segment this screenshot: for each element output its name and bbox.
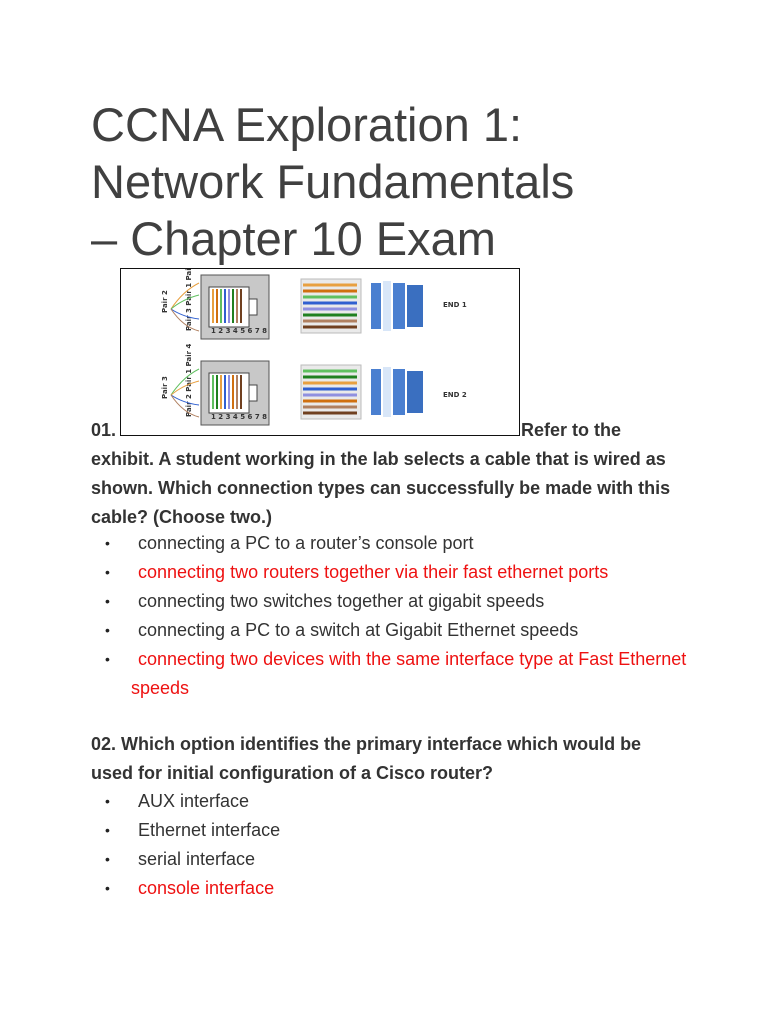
list-item-correct — [91, 558, 691, 587]
bullet-icon: • — [105, 793, 110, 809]
question-1-text: exhibit. A student working in the lab selects a cable that is wired as shown. Which connection types can successfully be made with this cable? (Choose two.) — [91, 449, 671, 527]
bullet-icon: • — [105, 651, 110, 667]
question-2: 02. Which option identifies the primary interface which would be used for initial configuration of a Cisco router? — [91, 734, 642, 783]
bullet-icon: • — [105, 822, 110, 838]
bullet-icon: • — [105, 851, 110, 867]
jack2-pair-labels: Pair 2 Pair 1 Pair 4 — [185, 343, 193, 417]
option-text: connecting two switches together at gigabit speeds — [138, 591, 545, 611]
list-item-correct — [91, 645, 691, 703]
question-2-options — [91, 787, 691, 903]
option-text: connecting two routers together via their fast ethernet ports — [138, 562, 609, 582]
question-1-number: 01. — [91, 420, 117, 440]
bullet-icon: • — [105, 535, 110, 551]
list-item — [91, 616, 691, 645]
option-text: serial interface — [138, 849, 256, 869]
list-item — [91, 787, 691, 816]
end2-label: END 2 — [443, 391, 467, 399]
jack2-pair3-label: Pair 3 — [161, 376, 169, 399]
jack1-pin-numbers: 1 2 3 4 5 6 7 8 — [211, 327, 268, 335]
jack1-pair-labels: Pair 3 Pair 1 Pair 4 — [185, 269, 193, 331]
list-item — [91, 845, 691, 874]
jack-end2 — [161, 344, 269, 425]
list-item-correct — [91, 874, 691, 903]
title-line-1: CCNA Exploration 1: — [91, 98, 523, 151]
question-1-options — [91, 529, 691, 703]
question-1-refer: Refer to the — [521, 420, 622, 440]
page-title — [91, 96, 574, 267]
list-item — [91, 587, 691, 616]
plug-end2 — [301, 365, 467, 419]
end1-label: END 1 — [443, 301, 467, 309]
option-text: connecting two devices with the same interface type at Fast Ethernet speeds — [131, 649, 687, 698]
option-text: connecting a PC to a switch at Gigabit Ethernet speeds — [138, 620, 579, 640]
jack1-pair2-label: Pair 2 — [161, 290, 169, 313]
title-line-3: – Chapter 10 Exam — [91, 212, 496, 265]
title-line-2: Network Fundamentals — [91, 155, 575, 208]
list-item — [91, 816, 691, 845]
option-text: connecting a PC to a router’s console port — [138, 533, 474, 553]
bullet-icon: • — [105, 564, 110, 580]
exhibit-image — [120, 268, 520, 436]
jack-end1 — [161, 269, 269, 339]
option-text: AUX interface — [138, 791, 250, 811]
bullet-icon: • — [105, 593, 110, 609]
cable-wiring-diagram — [121, 269, 519, 435]
list-item — [91, 529, 691, 558]
bullet-icon: • — [105, 880, 110, 896]
jack2-pin-numbers: 1 2 3 4 5 6 7 8 — [211, 413, 268, 421]
plug-end1 — [301, 279, 467, 333]
option-text: Ethernet interface — [138, 820, 281, 840]
bullet-icon: • — [105, 622, 110, 638]
option-text: console interface — [138, 878, 275, 898]
